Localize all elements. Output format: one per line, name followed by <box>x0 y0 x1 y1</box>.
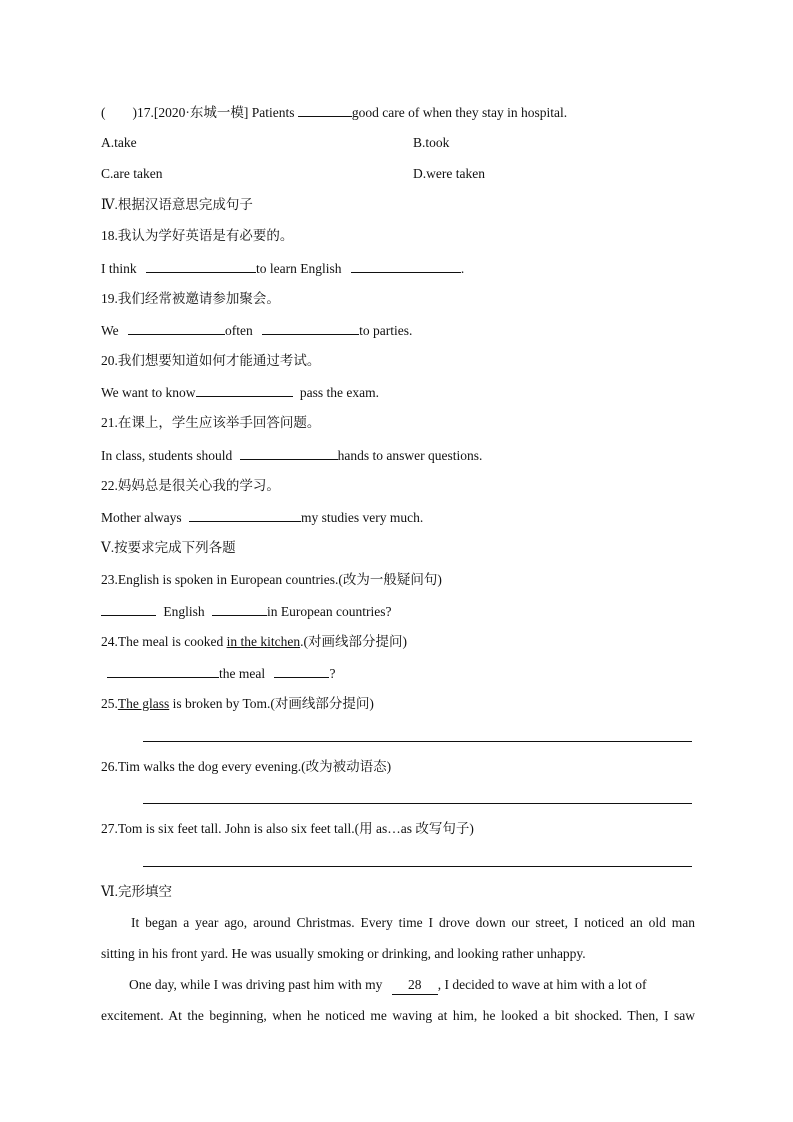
question-21-sentence <box>101 446 482 465</box>
section-heading-4: Ⅳ.根据汉语意思完成句子 <box>101 197 253 212</box>
answer-blank[interactable] <box>101 602 156 616</box>
question-19-chinese: 19.我们经常被邀请参加聚会。 <box>101 291 280 306</box>
question-24-answer <box>107 664 335 683</box>
option-b: B.took <box>413 135 450 150</box>
answer-line[interactable] <box>143 866 692 867</box>
question-20-chinese: 20.我们想要知道如何才能通过考试。 <box>101 353 321 368</box>
passage-text: One day, while I was driving past him with my <box>129 977 383 992</box>
sentence-part: in European countries? <box>267 604 392 619</box>
sentence-part: We want to know <box>101 385 196 400</box>
question-26-text: 26.Tim walks the dog every evening.(改为被动语态) <box>101 759 392 774</box>
sentence-part: In class, students should <box>101 448 233 463</box>
sentence-part: to learn English <box>256 261 342 276</box>
answer-line[interactable] <box>143 803 692 804</box>
question-17 <box>101 103 567 122</box>
sentence-part: We <box>101 323 119 338</box>
question-24-text <box>101 633 407 651</box>
sentence-part: I think <box>101 261 137 276</box>
question-text: Patients <box>251 105 295 120</box>
option-c: C.are taken <box>101 166 163 181</box>
question-text: is broken by Tom.(对画线部分提问) <box>169 696 374 711</box>
question-text: 24.The meal is cooked <box>101 634 227 649</box>
question-text: .(对画线部分提问) <box>300 634 407 649</box>
answer-blank[interactable] <box>189 508 301 522</box>
question-18-chinese: 18.我认为学好英语是有必要的。 <box>101 228 294 243</box>
option-a: A.take <box>101 135 137 150</box>
question-source: [2020·东城一模] <box>153 105 249 120</box>
sentence-part: English <box>163 604 205 619</box>
answer-blank[interactable] <box>146 259 256 273</box>
question-19-sentence <box>101 321 412 340</box>
answer-bracket: ( ) <box>101 105 137 120</box>
underlined-phrase: in the kitchen <box>226 634 301 649</box>
question-22-chinese: 22.妈妈总是很关心我的学习。 <box>101 478 280 493</box>
sentence-part: . <box>460 261 465 276</box>
answer-blank[interactable] <box>274 664 329 678</box>
sentence-part: the meal <box>219 666 266 681</box>
question-text: good care of when they stay in hospital. <box>351 105 568 120</box>
question-number: 17. <box>137 105 154 120</box>
passage-line: sitting in his front yard. He was usually smoking or drinking, and looking rather unhappy. <box>101 946 586 961</box>
sentence-part: ? <box>329 666 336 681</box>
underlined-phrase: The glass <box>117 696 170 711</box>
answer-blank[interactable] <box>212 602 267 616</box>
passage-line <box>129 976 647 995</box>
sentence-part: to parties. <box>359 323 413 338</box>
option-d: D.were taken <box>413 166 485 181</box>
answer-line[interactable] <box>143 741 692 742</box>
sentence-part: Mother always <box>101 510 182 525</box>
passage-line: excitement. At the beginning, when he noticed me waving at him, he looked a bit shocked. Then, I saw <box>101 1008 695 1023</box>
sentence-part: pass the exam. <box>299 385 380 400</box>
question-21-chinese: 21.在课上，学生应该举手回答问题。 <box>101 415 321 430</box>
question-23-answer <box>101 602 391 621</box>
section-heading-5: Ⅴ.按要求完成下列各题 <box>101 540 236 555</box>
question-22-sentence <box>101 508 423 527</box>
question-text: 25. <box>101 696 118 711</box>
question-27-text: 27.Tom is six feet tall. John is also six feet tall.(用 as…as 改写句子) <box>101 821 474 836</box>
answer-blank[interactable] <box>298 103 352 117</box>
answer-blank[interactable] <box>351 259 461 273</box>
sentence-part: often <box>225 323 253 338</box>
question-20-sentence <box>101 383 379 402</box>
passage-text: , I decided to wave at him with a lot of <box>437 977 647 992</box>
answer-blank[interactable] <box>262 321 359 335</box>
answer-blank[interactable] <box>196 383 293 397</box>
sentence-part: my studies very much. <box>300 510 424 525</box>
question-23-text: 23.English is spoken in European countries.(改为一般疑问句) <box>101 572 442 587</box>
answer-blank[interactable] <box>128 321 225 335</box>
cloze-blank-28[interactable]: 28 <box>392 976 438 995</box>
answer-blank[interactable] <box>240 446 338 460</box>
section-heading-6: Ⅵ.完形填空 <box>101 884 172 899</box>
question-18-sentence <box>101 259 464 278</box>
question-25-text <box>101 695 374 713</box>
sentence-part: hands to answer questions. <box>337 448 483 463</box>
answer-blank[interactable] <box>107 664 219 678</box>
passage-line: It began a year ago, around Christmas. Every time I drove down our street, I noticed an old man <box>131 915 695 930</box>
